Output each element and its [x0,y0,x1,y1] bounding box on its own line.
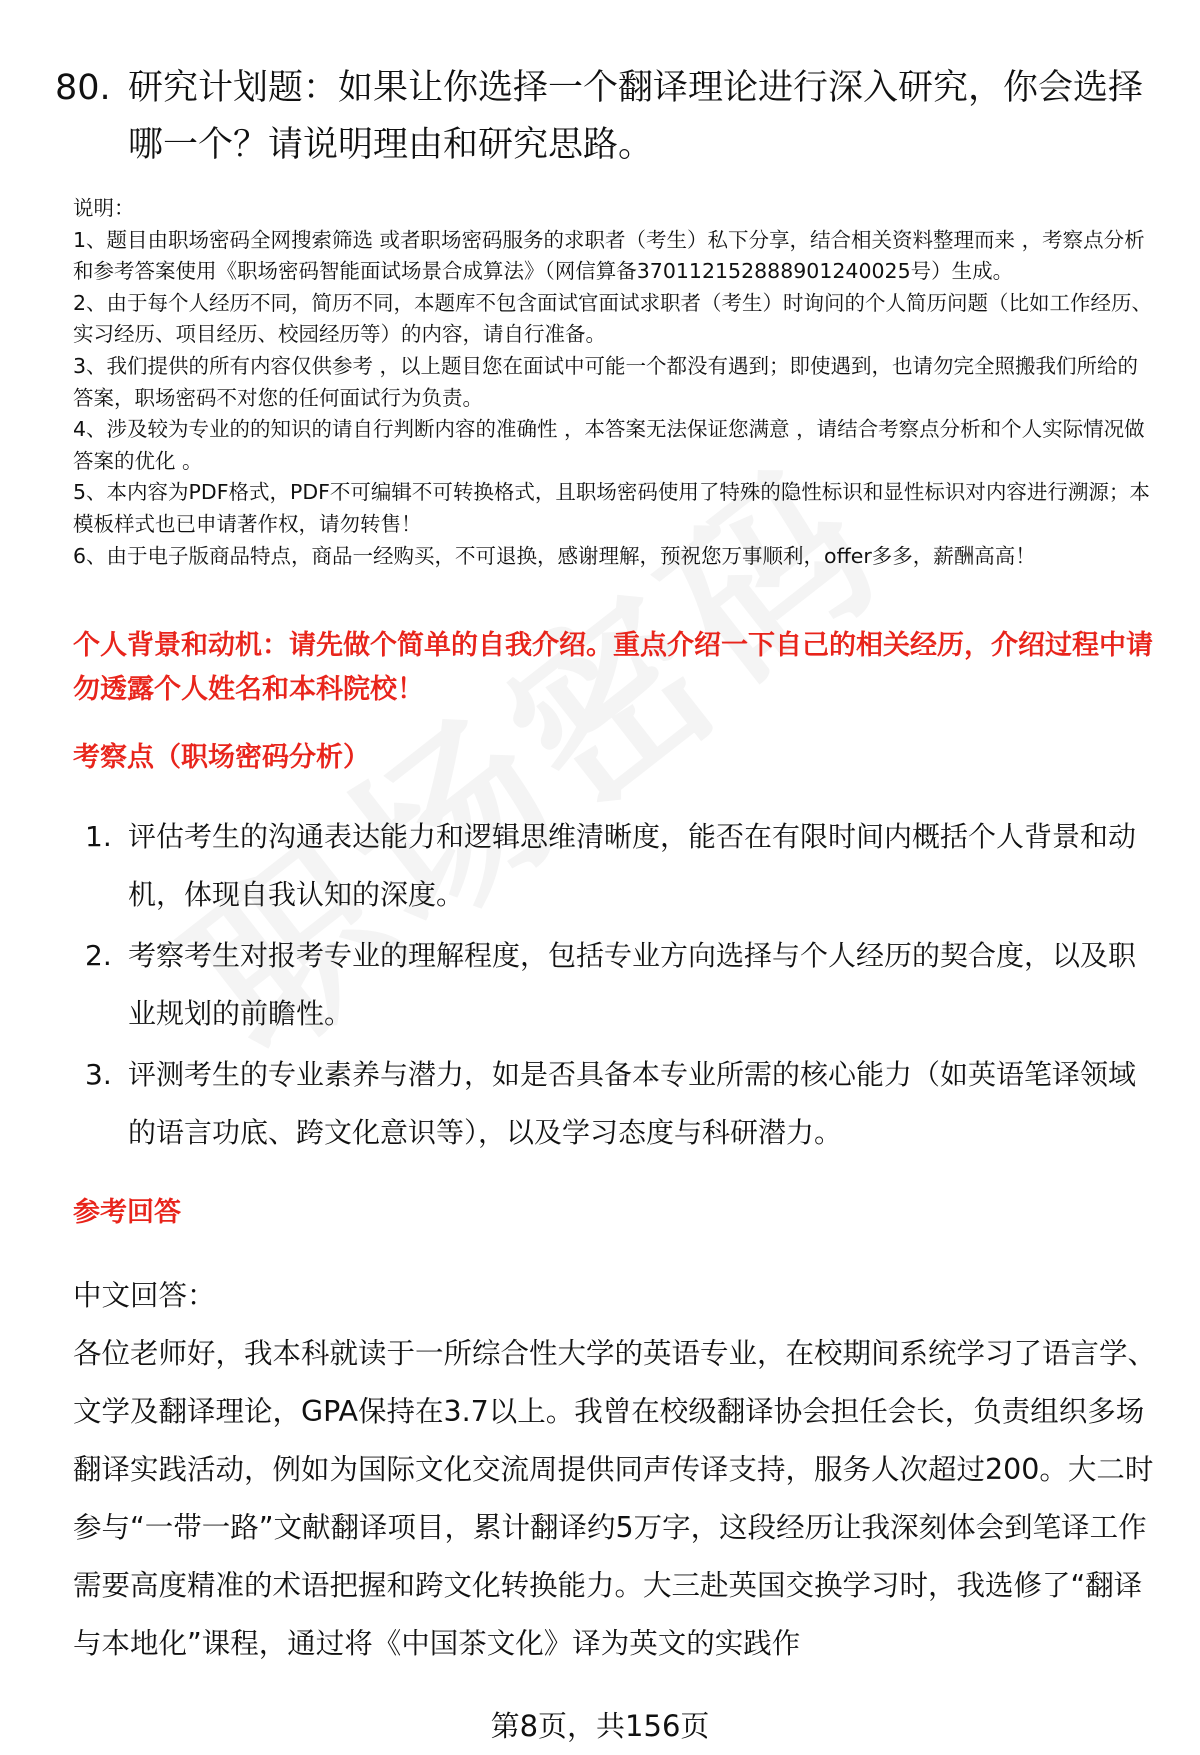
analysis-points [80,808,1155,1165]
note-item: 3、我们提供的所有内容仅供参考 ，以上题目您在面试中可能一个都没有遇到；即使遇到，也请勿完全照搬我们所给的答案，职场密码不对您的任何面试行为负责。 [73,353,1139,410]
point-text: 评估考生的沟通表达能力和逻辑思维清晰度，能否在有限时间内概括个人背景和动机，体现自我认知的深度。 [128,820,1137,911]
note-item: 1、题目由职场密码全网搜索筛选 或者职场密码服务的求职者（考生）私下分享，结合相关资料整理而来 ，考察点分析和参考答案使用《职场密码智能面试场景合成算法》（网信算备370112152888901240025号）生成。 [73,227,1145,284]
note-item: 5、本内容为PDF格式，PDF不可编辑不可转换格式，且职场密码使用了特殊的隐性标识和显性标识对内容进行溯源；本模板样式也已申请著作权，请勿转售！ [73,480,1150,536]
point-text: 考察考生对报考专业的理解程度，包括专业方向选择与个人经历的契合度，以及职业规划的前瞻性。 [128,939,1137,1030]
point-text: 评测考生的专业素养与潜力，如是否具备本专业所需的核心能力（如英语笔译领域的语言功底、跨文化意识等），以及学习态度与科研潜力。 [128,1058,1137,1149]
page-footer: 第8页，共156页 [490,1709,710,1743]
question-number: 80. [55,68,111,108]
answer-label: 中文回答： [73,1279,216,1312]
analysis-point [80,808,1155,924]
notes-heading: 说明： [73,196,135,220]
analysis-heading: 考察点（职场密码分析） [73,742,370,773]
answer-body: 各位老师好，我本科就读于一所综合性大学的英语专业，在校期间系统学习了语言学、文学及翻译理论，GPA保持在3.7以上。我曾在校级翻译协会担任会长，负责组织多场翻译实践活动，例如为国际文化交流周提供同声传译支持，服务人次超过200。大二时参与“一带一路”文献翻译项目，累计翻译约5万字，这段经历让我深刻体会到笔译工作需要高度精准的术语把握和跨文化转换能力。大三赴英国交换学习时，我选修了“翻译与本地化”课程，通过将《中国茶文化》译为英文的实践作 [73,1337,1157,1660]
reference-answer [73,1267,1158,1673]
disclaimer-notes [73,193,1158,572]
analysis-point [80,927,1155,1043]
point-number: 1. [85,820,112,853]
background-question: 个人背景和动机：请先做个简单的自我介绍。重点介绍一下自己的相关经历，介绍过程中请勿透露个人姓名和本科院校！ [73,630,1153,705]
analysis-point [80,1046,1155,1162]
reference-heading: 参考回答 [73,1197,181,1228]
question-title [55,60,1155,174]
point-number: 2. [85,939,112,972]
point-number: 3. [85,1058,112,1091]
note-item: 6、由于电子版商品特点，商品一经购买，不可退换，感谢理解，预祝您万事顺利，offer多多，薪酬高高！ [73,543,1036,568]
question-text: 研究计划题：如果让你选择一个翻译理论进行深入研究，你会选择哪一个？请说明理由和研究思路。 [128,68,1144,165]
note-item: 4、涉及较为专业的的知识的请自行判断内容的准确性 ，本答案无法保证您满意 ，请结合考察点分析和个人实际情况做答案的优化 。 [73,417,1145,473]
note-item: 2、由于每个人经历不同，简历不同，本题库不包含面试官面试求职者（考生）时询问的个人简历问题（比如工作经历、实习经历、项目经历、校园经历等）的内容，请自行准备。 [73,290,1153,347]
